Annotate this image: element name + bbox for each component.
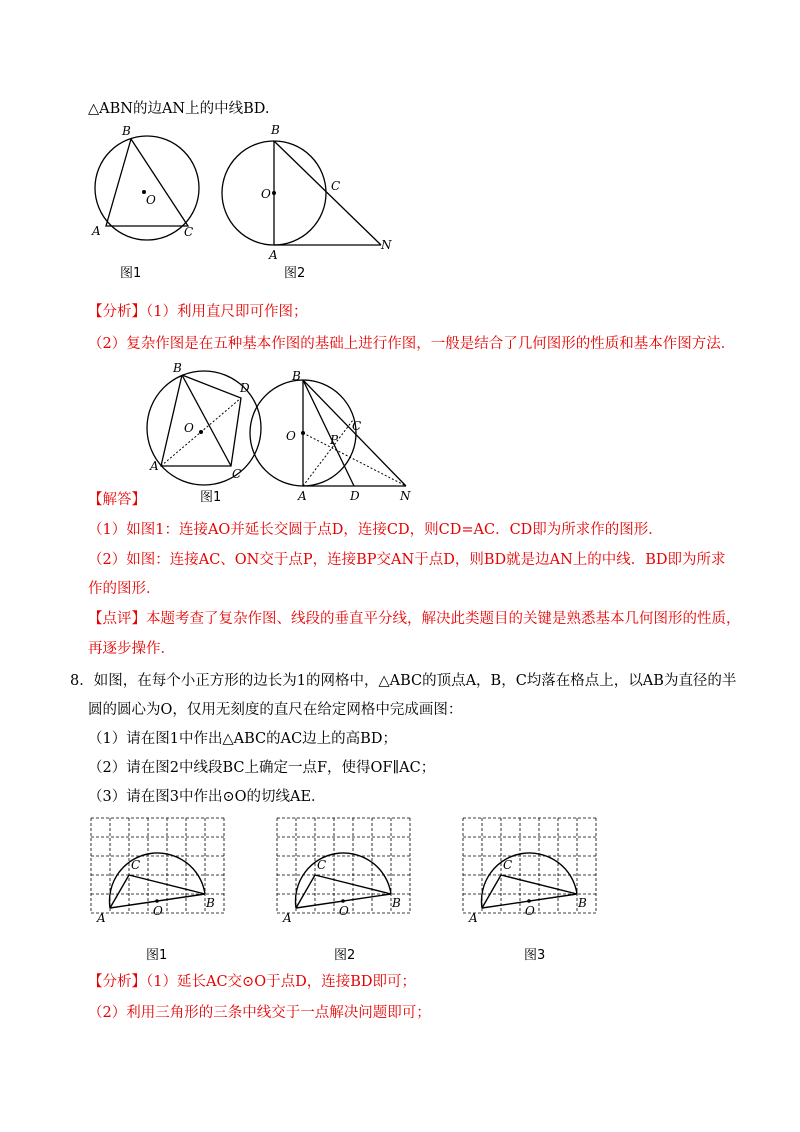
fig2-label-a: A — [269, 248, 278, 262]
answer-line1: （1）如图1：连接AO并延长交圆于点D，连接CD，则CD=AC．CD即为所求作的图形． — [88, 522, 663, 538]
fig-mid-caption: 图1 — [200, 490, 222, 505]
analysis1-line1: 【分析】（1）利用直尺即可作图； — [88, 304, 308, 320]
problem8-q1: （1）请在图1中作出△ABC的AC边上的高BD； — [88, 731, 397, 747]
grid1-label-o: O — [153, 904, 163, 918]
mid-right-label-b: B — [292, 369, 301, 383]
grid2-label-b: B — [392, 896, 401, 910]
mid-right-label-n: N — [400, 489, 411, 503]
fig1-label-a: A — [92, 224, 101, 238]
answer-line2b: 作的图形． — [88, 581, 161, 597]
mid-left-label-b: B — [173, 361, 182, 375]
mid-figures — [140, 358, 430, 508]
grid3-label-b: B — [578, 896, 587, 910]
comment-line2: 再逐步操作． — [88, 641, 175, 657]
grid-caption-1: 图1 — [146, 948, 168, 963]
grid2-label-o: O — [339, 904, 349, 918]
problem8-line1: 8．如图，在每个小正方形的边长为1的网格中，△ABC的顶点A，B，C均落在格点上，以AB为直径的半 — [70, 673, 737, 689]
fig-top-caption-1: 图1 — [120, 266, 142, 281]
intro-line: △ABN的边AN上的中线BD. — [88, 101, 270, 117]
grid1-label-b: B — [206, 896, 215, 910]
grid3-label-c: C — [503, 858, 513, 872]
analysis2-line2: （2）利用三角形的三条中线交于一点解决问题即可； — [88, 1005, 431, 1021]
grid3-label-a: A — [469, 911, 478, 925]
grid3-label-o: O — [525, 904, 535, 918]
problem8-q3: （3）请在图3中作出⊙O的切线AE． — [88, 789, 326, 805]
grid1-label-c: C — [131, 858, 141, 872]
mid-left-label-a: A — [150, 459, 159, 473]
mid-right-label-p: P — [330, 433, 339, 447]
mid-left-label-c: C — [232, 467, 242, 481]
fig2-label-b: B — [271, 123, 280, 137]
comment-line1: 【点评】本题考查了复杂作图、线段的垂直平分线，解决此类题目的关键是熟悉基本几何图形的性质， — [88, 611, 741, 627]
grid-figures — [85, 812, 605, 932]
grid-caption-3: 图3 — [524, 948, 546, 963]
fig2-label-c: C — [331, 179, 341, 193]
mid-right-label-c: C — [352, 419, 362, 433]
top-figures — [88, 118, 418, 283]
problem8-q2: （2）请在图2中线段BC上确定一点F，使得OF∥AC； — [88, 760, 436, 776]
answer-tag: 【解答】 — [88, 492, 146, 508]
fig2-label-o: O — [261, 187, 271, 201]
grid2-label-a: A — [283, 911, 292, 925]
mid-right-label-d: D — [350, 489, 360, 503]
problem8-line2: 圆的圆心为O，仅用无刻度的直尺在给定网格中完成画图： — [88, 702, 463, 718]
answer-line2a: （2）如图：连接AC、ON交于点P，连接BP交AN于点D，则BD就是边AN上的中线．BD即为所求 — [88, 552, 726, 568]
fig-top-caption-2: 图2 — [284, 266, 306, 281]
mid-right-label-a: A — [298, 489, 307, 503]
analysis-tag: 【分析】 — [88, 304, 146, 320]
fig1-label-o: O — [146, 193, 156, 207]
mid-right-label-o: O — [286, 429, 296, 443]
grid-caption-2: 图2 — [334, 948, 356, 963]
fig1-label-b: B — [122, 124, 131, 138]
analysis2-tag: 【分析】 — [88, 974, 146, 990]
fig1-label-c: C — [184, 225, 194, 239]
fig2-label-n: N — [381, 238, 392, 252]
analysis1-line2: （2）复杂作图是在五种基本作图的基础上进行作图，一般是结合了几何图形的性质和基本作图方法． — [88, 336, 736, 352]
grid2-label-c: C — [317, 858, 327, 872]
analysis2-line1: 【分析】（1）延长AC交⊙O于点D，连接BD即可； — [88, 974, 416, 990]
mid-left-label-o: O — [184, 421, 194, 435]
mid-left-label-d: D — [240, 381, 250, 395]
grid1-label-a: A — [97, 911, 106, 925]
fig1-triangle — [106, 139, 188, 226]
